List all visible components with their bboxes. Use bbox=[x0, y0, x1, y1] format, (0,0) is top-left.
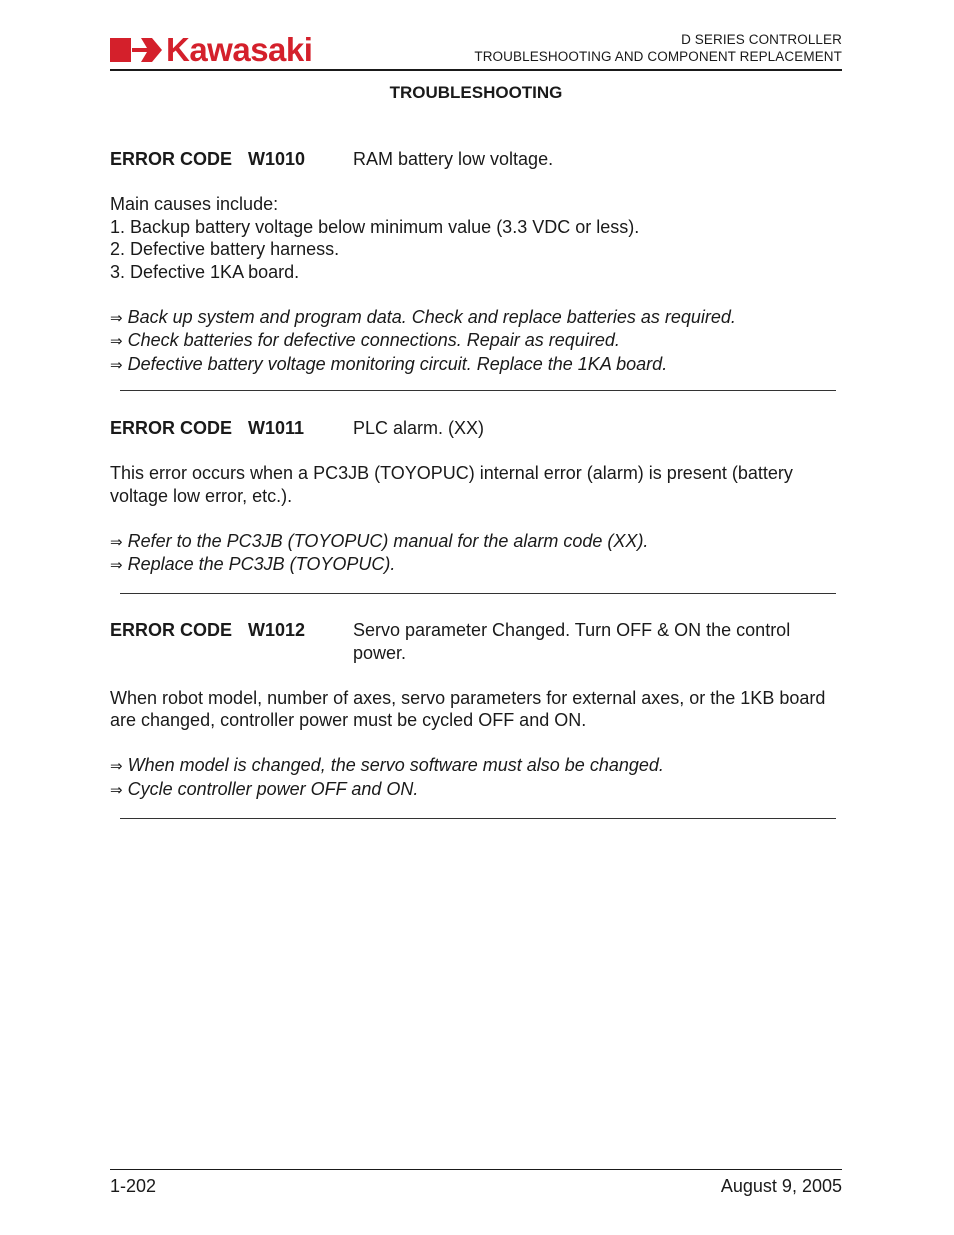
arrow-icon: ⇒ bbox=[110, 332, 123, 350]
cause-item: 1. Backup battery voltage below minimum value (3.3 VDC or less). bbox=[110, 216, 640, 237]
revision-date: August 9, 2005 bbox=[720, 1176, 842, 1196]
arrow-icon: ⇒ bbox=[110, 355, 123, 374]
arrow-icon: ⇒ bbox=[110, 757, 123, 775]
action-item: ⇒ Cycle controller power OFF and ON. bbox=[110, 778, 419, 799]
action-item: ⇒ Check batteries for defective connections. Repair as required. bbox=[110, 330, 620, 350]
page-number: 1-202 bbox=[110, 1176, 157, 1196]
action-item: ⇒ Defective battery voltage monitoring circuit. Replace the 1KA board. bbox=[110, 353, 668, 374]
header-series: D SERIES CONTROLLER bbox=[681, 32, 842, 47]
error-description: RAM battery low voltage. bbox=[353, 149, 554, 169]
error-heading bbox=[110, 148, 842, 171]
document-header bbox=[474, 31, 842, 65]
arrow-icon: ⇒ bbox=[110, 780, 123, 799]
action-item: ⇒ When model is changed, the servo software must also be changed. bbox=[110, 755, 664, 775]
error-block-w1011 bbox=[110, 417, 842, 577]
error-code-label: ERROR CODE W1011 bbox=[110, 418, 305, 438]
error-description: PLC alarm. (XX) bbox=[353, 418, 485, 438]
section-divider bbox=[120, 390, 836, 391]
action-item: ⇒ Back up system and program data. Check and replace batteries as required. bbox=[110, 306, 736, 327]
error-explanation: When robot model, number of axes, servo parameters for external axes, or the 1KB board are changed, controller power must be cycled OFF and ON. bbox=[110, 687, 826, 730]
error-block-w1012 bbox=[110, 619, 842, 801]
arrow-icon: ⇒ bbox=[110, 308, 123, 327]
error-code: W1012 bbox=[248, 620, 306, 640]
action-item: ⇒ Replace the PC3JB (TOYOPUC). bbox=[110, 554, 396, 574]
section-title: TROUBLESHOOTING bbox=[389, 83, 563, 102]
svg-text:Kawasaki: Kawasaki bbox=[166, 31, 313, 66]
error-heading bbox=[110, 417, 842, 440]
section-divider bbox=[120, 593, 836, 594]
error-heading bbox=[110, 619, 842, 664]
arrow-icon: ⇒ bbox=[110, 532, 123, 551]
error-code: W1011 bbox=[248, 418, 305, 438]
error-description: Servo parameter Changed. Turn OFF & ON the control power. bbox=[353, 620, 791, 663]
arrow-icon: ⇒ bbox=[110, 556, 123, 574]
cause-item: 3. Defective 1KA board. bbox=[110, 261, 300, 282]
error-block-w1010 bbox=[110, 148, 842, 376]
error-code-label: ERROR CODE W1012 bbox=[110, 620, 306, 640]
action-item: ⇒ Refer to the PC3JB (TOYOPUC) manual for the alarm code (XX). bbox=[110, 530, 649, 551]
error-explanation: This error occurs when a PC3JB (TOYOPUC) internal error (alarm) is present (battery voltage low error, etc.). bbox=[110, 463, 793, 506]
causes-intro: Main causes include: bbox=[110, 194, 279, 214]
error-code-label: ERROR CODE W1010 bbox=[110, 149, 306, 169]
header-section: TROUBLESHOOTING AND COMPONENT REPLACEMENT bbox=[474, 49, 842, 64]
section-divider bbox=[120, 818, 836, 819]
header-divider bbox=[110, 69, 842, 71]
footer-divider bbox=[110, 1169, 842, 1170]
cause-item: 2. Defective battery harness. bbox=[110, 239, 340, 259]
error-code: W1010 bbox=[248, 149, 306, 169]
kawasaki-logo bbox=[110, 30, 390, 66]
